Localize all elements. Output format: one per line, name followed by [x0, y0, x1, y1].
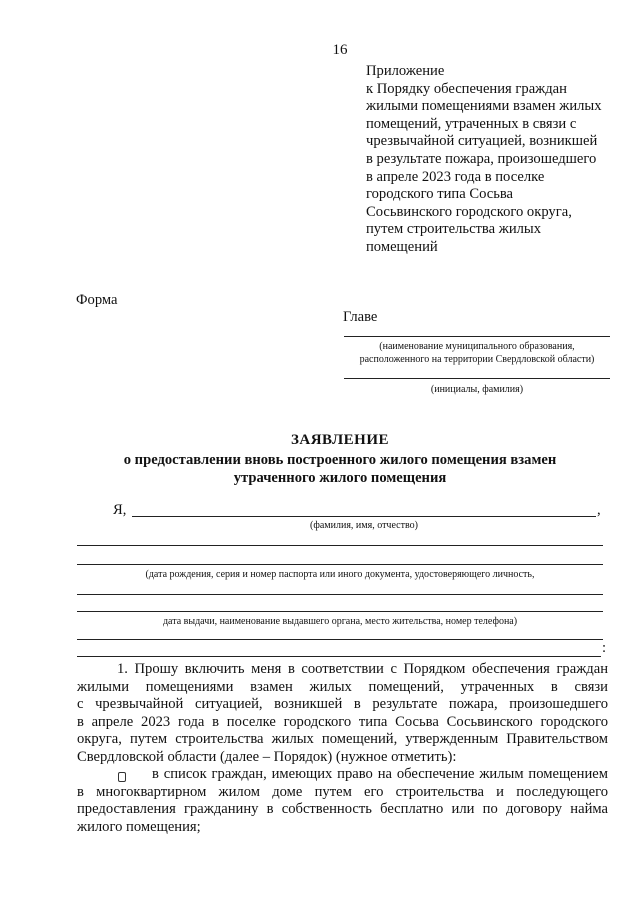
- caption-issue: дата выдачи, наименование выдавшего органа, место жительства, номер телефона): [162, 616, 518, 627]
- passport-field-line[interactable]: [77, 594, 603, 595]
- addressee-label: Главе: [343, 309, 378, 325]
- page-number: 16: [332, 42, 348, 58]
- option-1-line: жилого помещения;: [77, 819, 201, 835]
- paragraph-1-line: в апреле 2023 года в поселке городского типа Сосьва Сосьвинского городского: [77, 714, 608, 730]
- option-1-checkbox[interactable]: [118, 772, 126, 782]
- appendix-line: в апреле 2023 года в поселке: [366, 168, 545, 185]
- caption-birth: (дата рождения, серия и номер паспорта или иного документа, удостоверяющего личность,: [145, 569, 535, 580]
- caption-municipality-1: (наименование муниципального образования,: [379, 341, 575, 352]
- issue-field-line[interactable]: [77, 611, 603, 612]
- appendix-line: помещений, утраченных в связи с: [366, 115, 577, 132]
- paragraph-1-line: Свердловской области (далее – Порядок) (нужное отметить):: [77, 749, 457, 765]
- paragraph-1-line: с чрезвычайной ситуацией, возникшей в результате пожара, произошедшего: [77, 696, 608, 712]
- appendix-line: к Порядку обеспечения граждан: [366, 80, 567, 97]
- fio-field-line[interactable]: [132, 516, 596, 517]
- paragraph-1-line: 1. Прошу включить меня в соответствии с Порядком обеспечения граждан: [117, 661, 608, 677]
- appendix-line: путем строительства жилых: [366, 221, 542, 238]
- caption-fio: (фамилия, имя, отчество): [310, 520, 418, 531]
- fio-comma: ,: [597, 502, 601, 518]
- birth-field-line[interactable]: [77, 564, 603, 565]
- paragraph-1-line: жилыми помещениями взамен жилых помещений, утраченных в связи: [77, 679, 608, 695]
- residence-field-line[interactable]: [77, 639, 603, 640]
- option-1-line: в список граждан, имеющих право на обеспечение жилым помещением: [152, 766, 608, 782]
- caption-municipality-2: расположенного на территории Свердловской области): [359, 354, 595, 365]
- subtitle-line: о предоставлении вновь построенного жилого помещения взамен: [123, 452, 557, 468]
- appendix-line: жилыми помещениями взамен жилых: [366, 98, 602, 115]
- document-title: ЗАЯВЛЕНИЕ: [290, 432, 390, 448]
- subtitle-line: утраченного жилого помещения: [233, 470, 447, 486]
- option-1-line: в многоквартирном жилом доме путем его строительства и последующего: [77, 784, 608, 800]
- option-1-line: предоставления гражданину в собственность бесплатно или по договору найма: [77, 801, 608, 817]
- appendix-line: Приложение: [366, 63, 445, 79]
- appendix-line: помещений: [366, 238, 438, 255]
- appendix-line: Сосьвинского городского округа,: [366, 203, 572, 220]
- document-subtitle: [60, 451, 620, 487]
- colon: :: [602, 640, 607, 656]
- municipality-field-line[interactable]: [344, 336, 610, 337]
- appendix-header: [366, 63, 606, 257]
- paragraph-1-line: округа, путем строительства жилых помещений, утвержденным Правительством: [77, 731, 608, 747]
- appendix-line: городского типа Сосьва: [366, 186, 514, 203]
- caption-initials: (инициалы, фамилия): [430, 384, 524, 395]
- applicant-field-line[interactable]: [77, 545, 603, 546]
- appendix-line: чрезвычайной ситуацией, возникшей: [366, 133, 598, 150]
- initials-field-line[interactable]: [344, 378, 610, 379]
- applicant-i-label: Я,: [113, 502, 127, 518]
- appendix-line: в результате пожара, произошедшего: [366, 150, 597, 167]
- form-label: Форма: [76, 292, 118, 308]
- phone-field-line[interactable]: [77, 656, 601, 657]
